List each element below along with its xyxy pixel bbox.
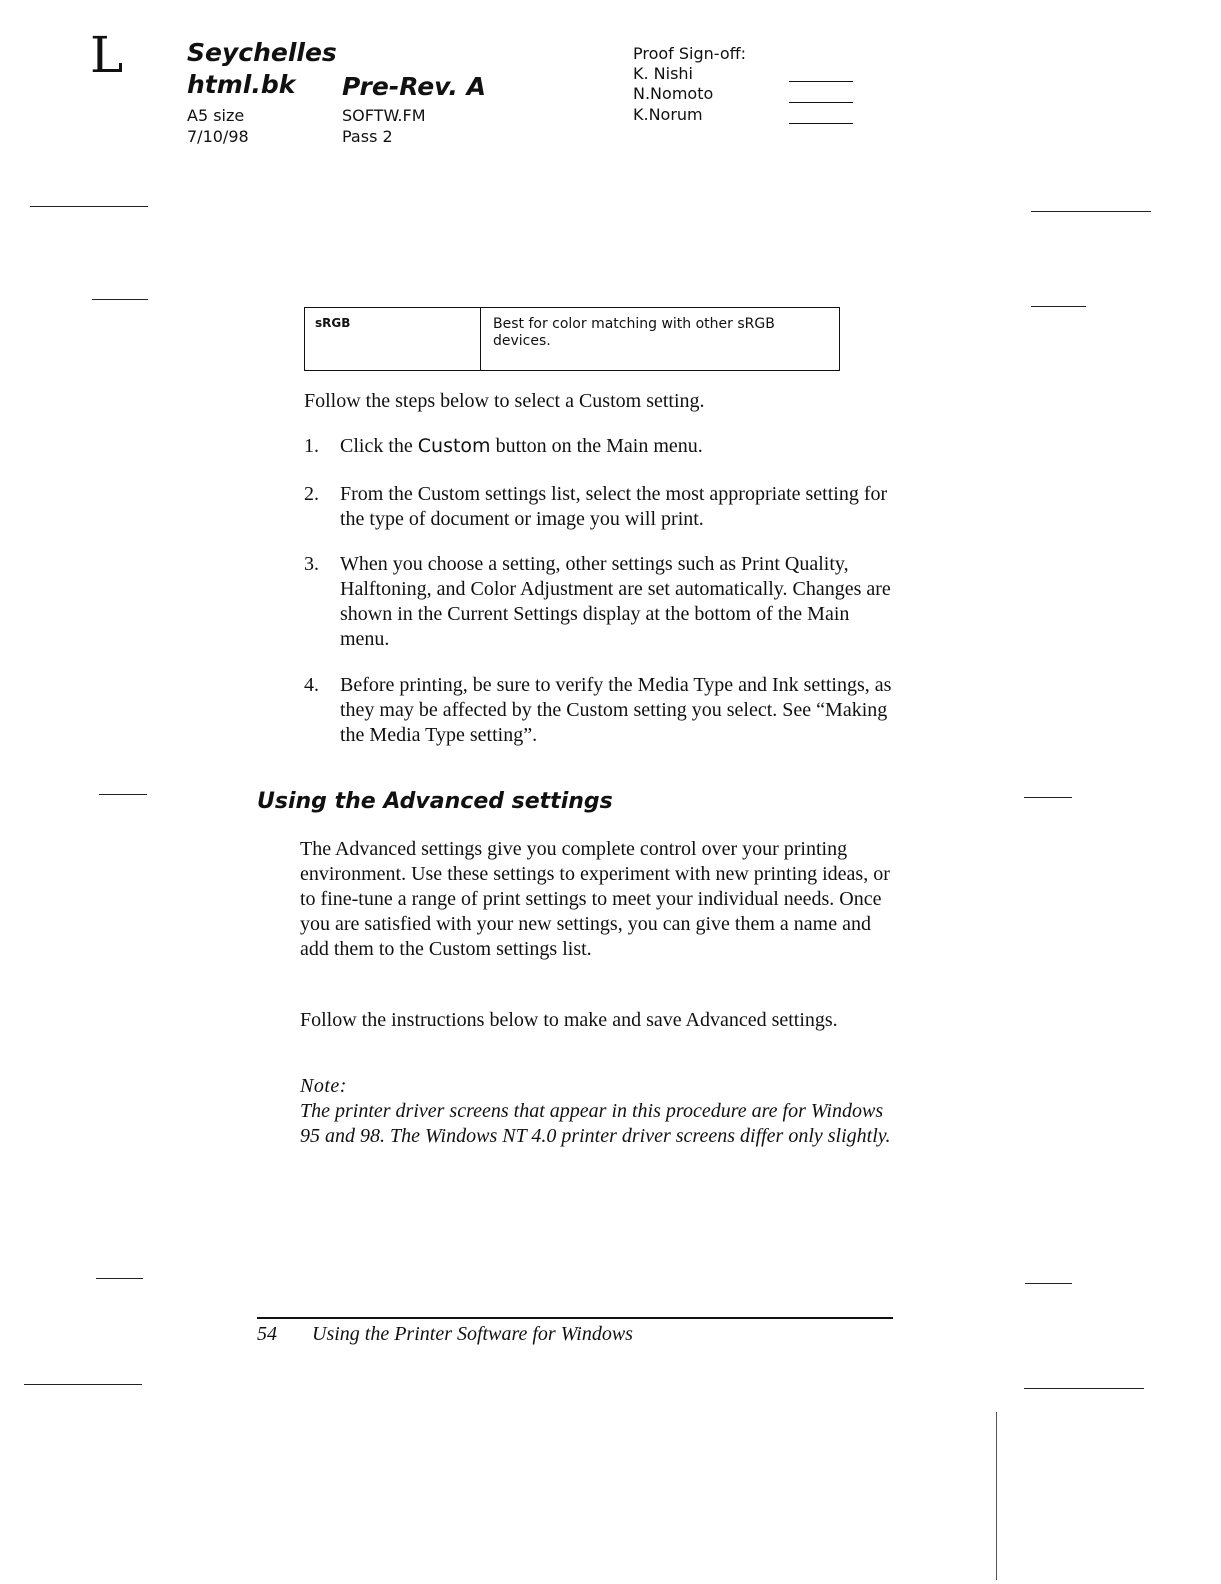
signoff-line	[789, 123, 853, 124]
custom-button-label: Custom	[417, 435, 491, 457]
step-number: 1.	[304, 435, 319, 457]
crop-mark	[1031, 306, 1086, 307]
footer-rule	[257, 1317, 893, 1319]
book-name: html.bk	[187, 70, 296, 99]
step-number: 3.	[304, 553, 319, 575]
intro-text: Follow the steps below to select a Custom setting.	[304, 390, 705, 412]
table-cell-description: Best for color matching with other sRGB devices.	[493, 316, 775, 349]
step-text: Before printing, be sure to verify the Media Type and Ink settings, as they may be affected by the Custom setting you select. See “Making the Media Type setting”.	[340, 674, 892, 746]
step-item	[304, 482, 894, 532]
signoff-line	[789, 102, 853, 103]
step-item	[304, 673, 894, 748]
step-number: 4.	[304, 674, 319, 696]
edge-line	[996, 1412, 997, 1580]
crop-mark	[92, 299, 148, 300]
step-text: From the Custom settings list, select the most appropriate setting for the type of document or image you will print.	[340, 483, 888, 530]
proof-signoff-title: Proof Sign-off:	[633, 44, 747, 63]
signoff-name: K. Nishi	[633, 64, 693, 83]
table-cell-name: sRGB	[305, 308, 481, 370]
signoff-line	[789, 81, 853, 82]
crop-mark	[1024, 797, 1072, 798]
crop-mark	[1025, 1283, 1072, 1284]
section-heading: Using the Advanced settings	[257, 789, 613, 814]
signoff-name: K.Norum	[633, 105, 703, 124]
revision-label: Pre-Rev. A	[342, 72, 486, 101]
signoff-name: N.Nomoto	[633, 84, 714, 103]
step-text: Click the Custom button on the Main menu.	[340, 435, 703, 457]
chapter-title: Using the Printer Software for Windows	[312, 1323, 633, 1345]
section-paragraph: Follow the instructions below to make and save Advanced settings.	[300, 1009, 838, 1031]
section-paragraph: The Advanced settings give you complete control over your printing environment. Use these settings to experiment with new printing ideas, or to fine-tune a range of print settings to meet your individual needs. Once you are satisfied with your new settings, you can give them a name and add them to the Custom settings list.	[300, 838, 890, 960]
crop-mark	[30, 206, 148, 207]
file-name: SOFTW.FM	[342, 106, 426, 125]
step-text: When you choose a setting, other settings such as Print Quality, Halftoning, and Color Adjustment are set automatically. Changes are shown in the Current Settings display at the bottom of the Main menu.	[340, 553, 891, 650]
settings-table	[304, 307, 840, 371]
step-item	[304, 552, 894, 652]
step-item	[304, 434, 894, 459]
step-number: 2.	[304, 483, 319, 505]
crop-mark	[24, 1384, 142, 1385]
corner-letter: L	[90, 26, 124, 84]
crop-mark	[1024, 1388, 1144, 1389]
page-size: A5 size	[187, 106, 245, 125]
crop-mark	[99, 794, 147, 795]
doc-date: 7/10/98	[187, 127, 249, 146]
project-name: Seychelles	[187, 38, 337, 67]
page-number: 54	[257, 1323, 277, 1345]
crop-mark	[96, 1278, 143, 1279]
note-text: The printer driver screens that appear in this procedure are for Windows 95 and 98. The Windows NT 4.0 printer driver screens differ only slightly.	[300, 1100, 891, 1147]
pass-label: Pass 2	[342, 127, 393, 146]
note-label: Note:	[300, 1075, 347, 1097]
crop-mark	[1031, 211, 1151, 212]
